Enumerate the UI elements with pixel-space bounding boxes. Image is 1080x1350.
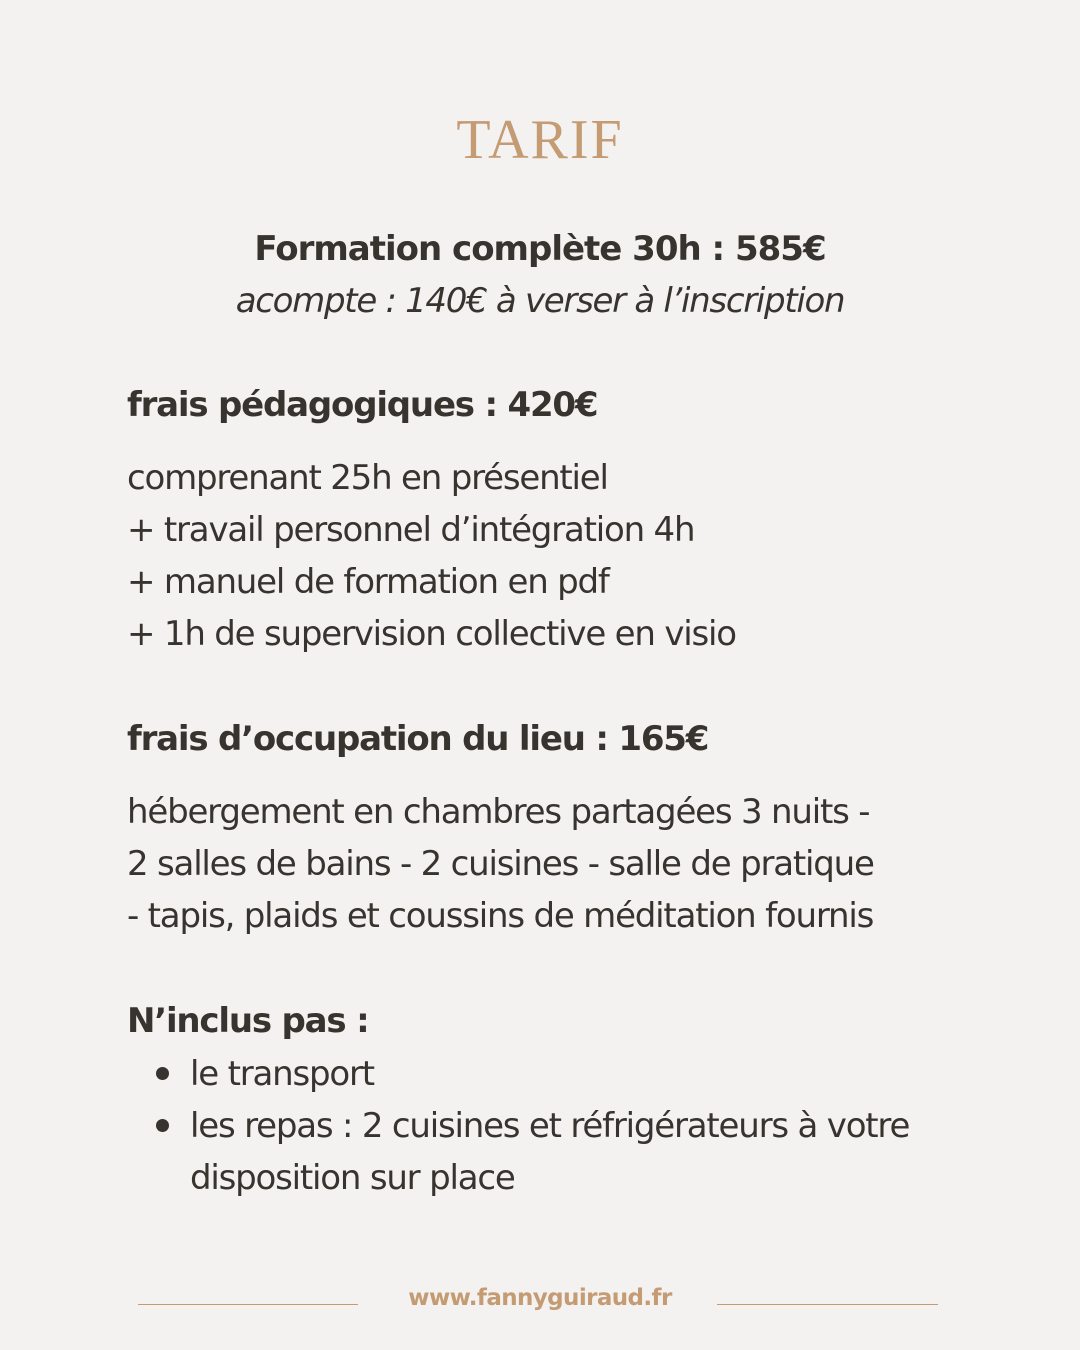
- deposit-note: acompte : 140€ à verser à l’inscription: [235, 281, 845, 321]
- detail-line: + travail personnel d’intégration 4h: [127, 510, 695, 550]
- detail-line: comprenant 25h en présentiel: [127, 458, 608, 498]
- detail-line: + 1h de supervision collective en visio: [127, 614, 736, 654]
- detail-line: - tapis, plaids et coussins de méditation fournis: [127, 896, 874, 936]
- venue-fees-heading: frais d’occupation du lieu : 165€: [127, 719, 709, 759]
- list-item: [127, 1048, 910, 1100]
- list-item-text: le transport: [190, 1054, 374, 1094]
- not-included-list: [127, 1048, 910, 1204]
- list-item: [127, 1100, 910, 1204]
- detail-line: 2 salles de bains - 2 cuisines - salle de pratique: [127, 844, 874, 884]
- pedagogical-fees-details: [127, 452, 736, 660]
- detail-line: + manuel de formation en pdf: [127, 562, 609, 602]
- not-included-heading: N’inclus pas :: [127, 1001, 369, 1041]
- footer-divider-right: [717, 1304, 938, 1305]
- total-price-headline: Formation complète 30h : 585€: [254, 229, 826, 269]
- footer-website-link[interactable]: www.fannyguiraud.fr: [408, 1285, 672, 1311]
- venue-fees-details: [127, 786, 874, 942]
- bullet-icon: [156, 1067, 169, 1080]
- pedagogical-fees-heading: frais pédagogiques : 420€: [127, 385, 598, 425]
- page-title: TARIF: [456, 109, 624, 171]
- list-item-text: les repas : 2 cuisines et réfrigérateurs à votre disposition sur place: [190, 1106, 910, 1198]
- detail-line: hébergement en chambres partagées 3 nuits -: [127, 792, 870, 832]
- bullet-icon: [156, 1119, 169, 1132]
